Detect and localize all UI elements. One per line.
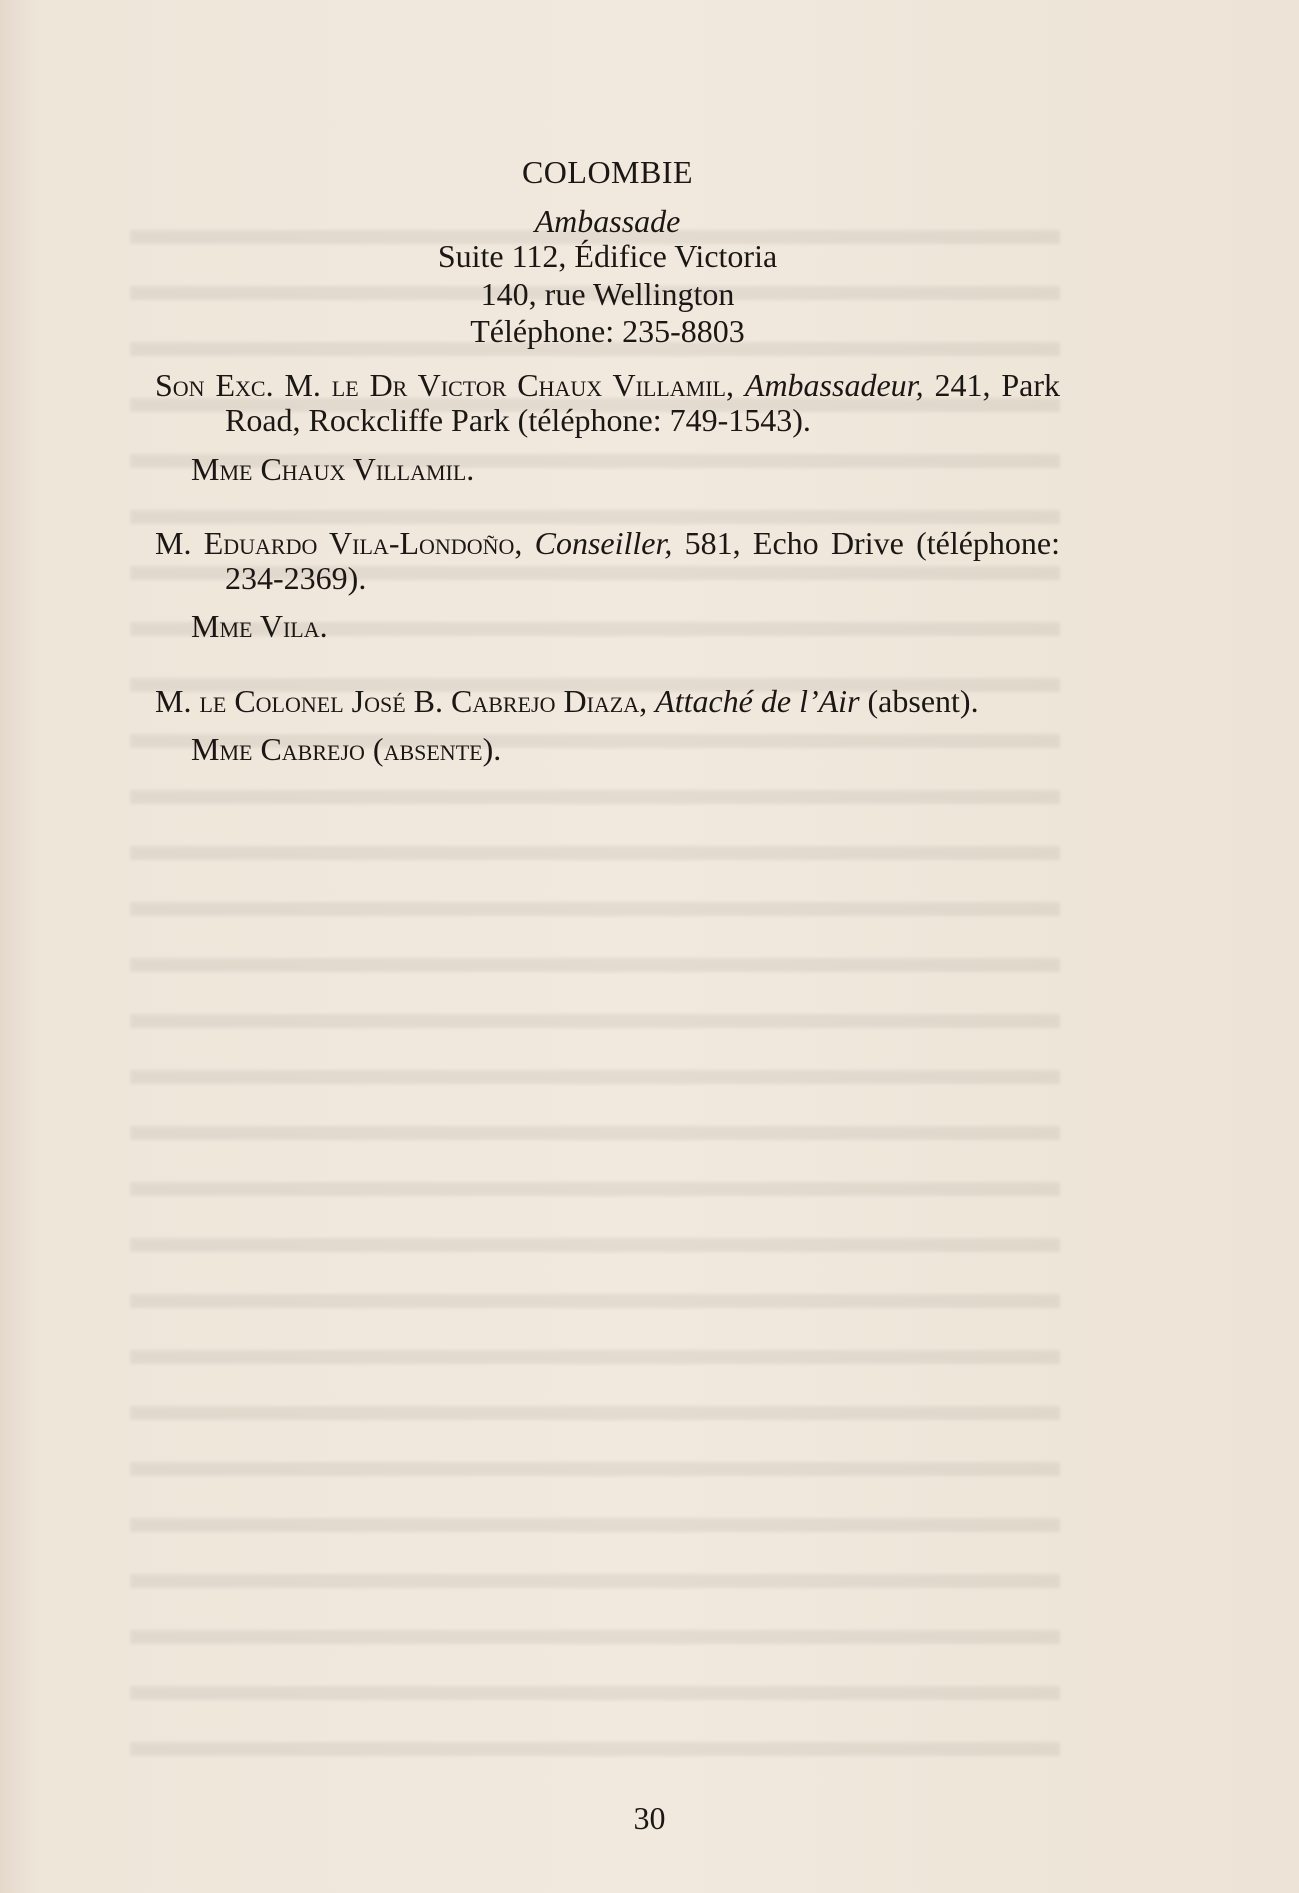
country-heading: COLOMBIE [521,154,694,190]
entry-spouse: Mme Cabrejo (absente). [191,731,502,768]
entry-air-attache [155,684,1060,767]
document-body [155,155,1060,767]
entry-ambassador [155,368,1060,486]
entry-name: Son Exc. M. le Dr Victor Chaux Villamil, [155,367,734,404]
entry-title: Ambassadeur, [744,367,924,404]
entry-details: (absent). [867,682,979,719]
entry-name: M. Eduardo Vila-Londoño, [155,525,523,562]
entry-title: Attaché de l’Air [655,682,860,719]
entry-title: Conseiller, [534,525,673,562]
entry-name: M. le Colonel José B. Cabrejo Diaza, [155,682,648,719]
entry-counsellor [155,526,1060,644]
entry-details: 581, Echo Drive (téléphone: 234-2369). [225,525,1061,596]
address-block [155,238,1060,350]
entry-text [155,684,1060,719]
entry-spouse: Mme Vila. [191,608,328,645]
section-heading: Ambassade [534,202,681,239]
address-line: Suite 112, Édifice Victoria [437,238,778,275]
entry-spouse: Mme Chaux Villamil. [191,450,475,487]
entry-text [155,368,1060,437]
entry-text [155,526,1060,595]
address-line: 140, rue Wellington [480,275,735,312]
page-number: 30 [633,1800,666,1836]
telephone-line: Téléphone: 235-8803 [470,312,745,349]
entry-details: 241, Park Road, Rockcliffe Park (téléphone: 749-1543). [225,367,1060,438]
